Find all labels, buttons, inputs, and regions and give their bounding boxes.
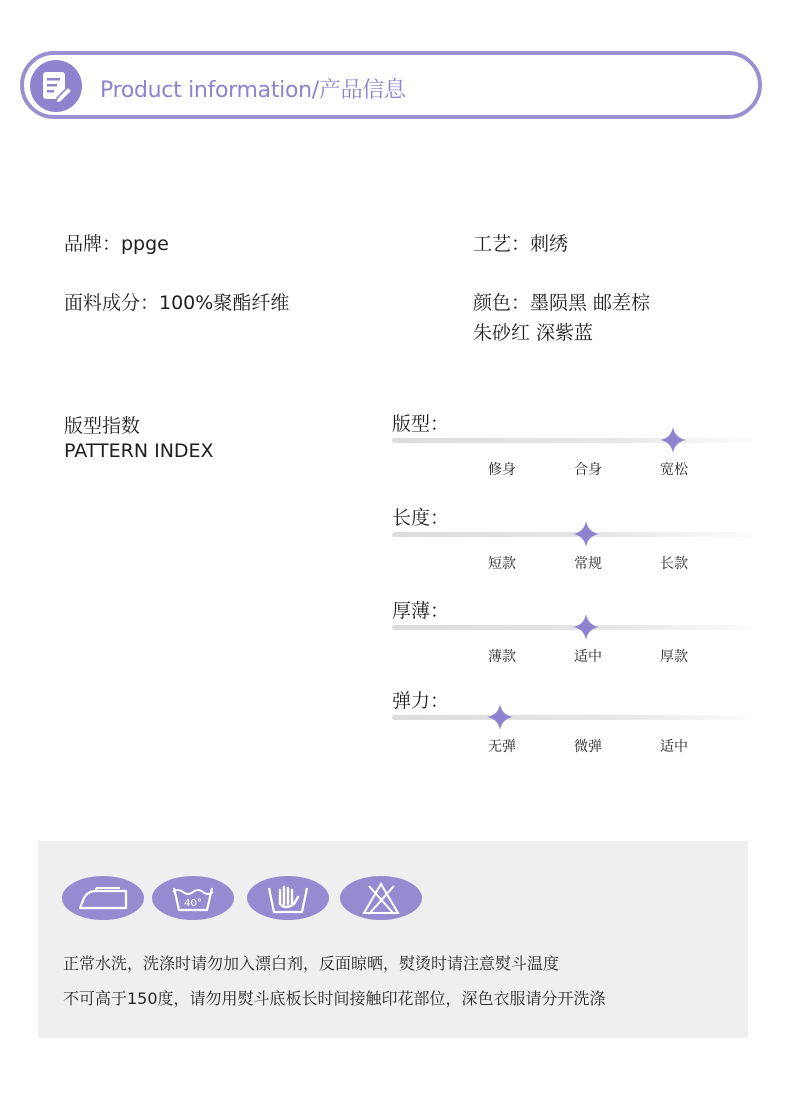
- index-tick-label: 薄款: [488, 649, 516, 665]
- index-tick-label: 修身: [488, 462, 516, 478]
- index-tick-label: 合身: [574, 462, 602, 478]
- wash-temp-label: 40°: [184, 898, 202, 909]
- pattern-index-title: [64, 414, 214, 464]
- index-scale: [392, 686, 752, 766]
- index-track: [392, 438, 752, 443]
- care-instructions: [38, 841, 748, 1038]
- index-track: [392, 532, 752, 537]
- index-tick-label: 常规: [574, 556, 602, 572]
- index-track: [392, 625, 752, 630]
- care-text-line1: 正常水洗，洗涤时请勿加入漂白剂，反面晾晒，熨烫时请注意熨斗温度: [63, 954, 560, 973]
- sparkle-marker-icon: [660, 427, 686, 453]
- craft-spec: 工艺：刺绣: [473, 233, 569, 255]
- pattern-index-title-en: PATTERN INDEX: [64, 440, 214, 462]
- hand-wash-icon: [247, 876, 329, 920]
- care-text-line2: 不可高于150度，请勿用熨斗底板长时间接触印花部位，深色衣服请分开洗涤: [63, 989, 606, 1008]
- index-tick-label: 长款: [660, 556, 688, 572]
- no-bleach-icon: [340, 876, 422, 920]
- edit-document-icon: [30, 60, 82, 112]
- index-scale-label: 版型：: [392, 413, 450, 435]
- product-info-header: [20, 51, 762, 119]
- index-tick-label: 适中: [660, 739, 688, 755]
- sparkle-marker-icon: [573, 614, 599, 640]
- sparkle-marker-icon: [573, 521, 599, 547]
- index-tick-label: 微弹: [574, 739, 602, 755]
- color-spec: 颜色：墨陨黑 邮差棕 朱砂红 深紫蓝: [473, 292, 651, 344]
- index-scale-label: 弹力：: [392, 690, 450, 712]
- sparkle-marker-icon: [487, 704, 513, 730]
- index-scale: [392, 409, 752, 489]
- pattern-index-title-cn: 版型指数: [64, 415, 141, 437]
- index-track: [392, 715, 752, 720]
- index-tick-label: 无弹: [488, 739, 516, 755]
- index-scale: [392, 596, 752, 676]
- index-tick-label: 厚款: [660, 649, 688, 665]
- index-tick-label: 适中: [574, 649, 602, 665]
- index-scale: [392, 503, 752, 583]
- index-tick-label: 宽松: [660, 462, 688, 478]
- wash-40-icon: [152, 876, 234, 920]
- header-title: Product information/产品信息: [100, 78, 406, 103]
- fabric-spec: 面料成分：100%聚酯纤维: [64, 292, 290, 314]
- index-scale-label: 长度：: [392, 507, 450, 529]
- brand-spec: 品牌：ppge: [64, 233, 169, 255]
- iron-icon: [62, 876, 144, 920]
- index-tick-label: 短款: [488, 556, 516, 572]
- index-scale-label: 厚薄：: [392, 600, 450, 622]
